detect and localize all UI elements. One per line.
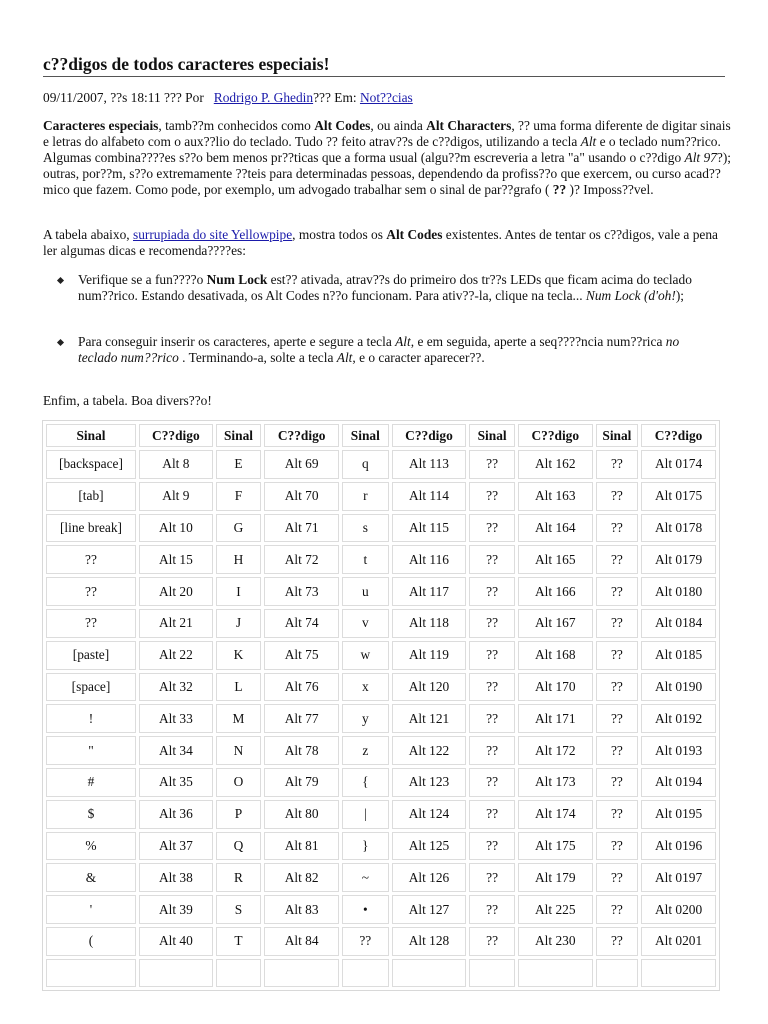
code-cell: Alt 0184 xyxy=(641,609,716,638)
code-cell: Alt 124 xyxy=(392,800,467,829)
tip1-text-2: est?? ativada, atrav??s do primeiro dos tr??s LEDs que ficam acima do teclado num??rico. Estando desativada, os Alt Codes n??o funcionam. Para ativ??-la, clique na tecla... xyxy=(78,272,692,304)
source-text-2: , mostra todos os xyxy=(292,227,387,242)
code-cell: Alt 0179 xyxy=(641,545,716,574)
code-cell: Alt 0201 xyxy=(641,927,716,956)
sign-cell: y xyxy=(342,704,389,733)
sign-cell: s xyxy=(342,514,389,543)
sign-cell: ?? xyxy=(469,673,514,702)
source-text-1: A tabela abaixo, xyxy=(43,227,133,242)
tip2-text-1: Para conseguir inserir os caracteres, aperte e segure a tecla xyxy=(78,334,396,349)
code-cell: Alt 0195 xyxy=(641,800,716,829)
code-cell: Alt 167 xyxy=(518,609,593,638)
sign-cell: ?? xyxy=(596,832,638,861)
code-cell: Alt 121 xyxy=(392,704,467,733)
tip1-italic: Num Lock (d'oh! xyxy=(585,288,676,304)
tip2-italic-1: Alt xyxy=(395,334,411,349)
code-cell: Alt 0190 xyxy=(641,673,716,702)
sign-cell: w xyxy=(342,641,389,670)
code-cell: Alt 81 xyxy=(264,832,339,861)
code-cell: Alt 115 xyxy=(392,514,467,543)
code-cell: Alt 38 xyxy=(139,863,213,892)
code-cell: Alt 39 xyxy=(139,895,213,924)
tip2-italic-2: no teclado num??rico xyxy=(78,334,680,366)
code-cell: Alt 114 xyxy=(392,482,467,511)
sign-cell: [backspace] xyxy=(46,450,136,479)
sign-cell: " xyxy=(46,736,136,765)
code-cell: Alt 0200 xyxy=(641,895,716,924)
tip2-italic-3: Alt xyxy=(336,350,353,366)
sign-cell: r xyxy=(342,482,389,511)
code-cell: Alt 171 xyxy=(518,704,593,733)
sign-cell: R xyxy=(216,863,261,892)
empty-cell xyxy=(342,959,389,987)
sign-cell: ?? xyxy=(596,800,638,829)
sign-cell: E xyxy=(216,450,261,479)
tip1-text-3: ); xyxy=(675,288,684,304)
table-row xyxy=(46,609,716,638)
empty-cell xyxy=(596,959,638,987)
column-header: Sinal xyxy=(46,424,136,447)
sign-cell: & xyxy=(46,863,136,892)
tip-alt-key xyxy=(62,334,717,366)
code-cell: Alt 34 xyxy=(139,736,213,765)
table-row xyxy=(46,768,716,797)
sign-cell: ?? xyxy=(596,895,638,924)
sign-cell: ?? xyxy=(46,577,136,606)
sign-cell: ?? xyxy=(342,927,389,956)
code-cell: Alt 0178 xyxy=(641,514,716,543)
table-row xyxy=(46,832,716,861)
sign-cell: N xyxy=(216,736,261,765)
code-cell: Alt 35 xyxy=(139,768,213,797)
code-cell: Alt 69 xyxy=(264,450,339,479)
code-cell: Alt 22 xyxy=(139,641,213,670)
sign-cell: ?? xyxy=(596,736,638,765)
code-cell: Alt 20 xyxy=(139,577,213,606)
table-row xyxy=(46,673,716,702)
sign-cell: { xyxy=(342,768,389,797)
post-date: 09/11/2007, ??s 18:11 ??? Por xyxy=(43,90,204,105)
yellowpipe-link[interactable]: surrupiada do site Yellowpipe xyxy=(132,227,293,242)
code-cell: Alt 165 xyxy=(518,545,593,574)
code-cell: Alt 37 xyxy=(139,832,213,861)
sign-cell: [space] xyxy=(46,673,136,702)
sign-cell: ?? xyxy=(469,450,514,479)
sign-cell: ?? xyxy=(596,450,638,479)
column-header: C??digo xyxy=(641,424,716,447)
column-header: C??digo xyxy=(518,424,593,447)
code-cell: Alt 0196 xyxy=(641,832,716,861)
code-cell: Alt 73 xyxy=(264,577,339,606)
sign-cell: [line break] xyxy=(46,514,136,543)
code-cell: Alt 123 xyxy=(392,768,467,797)
sign-cell: ?? xyxy=(469,768,514,797)
code-cell: Alt 125 xyxy=(392,832,467,861)
table-row xyxy=(46,514,716,543)
empty-cell xyxy=(641,959,716,987)
sign-cell: ?? xyxy=(469,577,514,606)
column-header: C??digo xyxy=(392,424,467,447)
table-header-row xyxy=(46,424,716,447)
code-cell: Alt 164 xyxy=(518,514,593,543)
sign-cell: ! xyxy=(46,704,136,733)
code-cell: Alt 113 xyxy=(392,450,467,479)
code-cell: Alt 0197 xyxy=(641,863,716,892)
code-cell: Alt 71 xyxy=(264,514,339,543)
source-text-3: existentes. Antes de tentar os c??digos, vale a pena ler algumas dicas e recomenda????es: xyxy=(43,227,718,259)
sign-cell: z xyxy=(342,736,389,765)
sign-cell: ?? xyxy=(596,673,638,702)
sign-cell: I xyxy=(216,577,261,606)
sign-cell: ?? xyxy=(469,927,514,956)
code-cell: Alt 80 xyxy=(264,800,339,829)
code-cell: Alt 117 xyxy=(392,577,467,606)
code-cell: Alt 15 xyxy=(139,545,213,574)
table-row xyxy=(46,800,716,829)
post-meta xyxy=(43,90,413,106)
sign-cell: P xyxy=(216,800,261,829)
sign-cell: ?? xyxy=(46,545,136,574)
intro-bold-1: Caracteres especiais xyxy=(43,118,159,133)
code-cell: Alt 78 xyxy=(264,736,339,765)
sign-cell: ?? xyxy=(469,545,514,574)
column-header: Sinal xyxy=(342,424,389,447)
sign-cell: ?? xyxy=(469,641,514,670)
intro-text-5: ?); outras, por??m, s??o extremamente ??teis para determinadas pessoas, dependendo da profiss??o que exercem, ou curso acad??mico que fazem. Como pode, por exemplo, um advogado trabalhar sem o sinal de par??grafo ( xyxy=(43,150,731,198)
column-header: Sinal xyxy=(216,424,261,447)
sign-cell: K xyxy=(216,641,261,670)
sign-cell: L xyxy=(216,673,261,702)
table-row xyxy=(46,863,716,892)
sign-cell: ?? xyxy=(596,704,638,733)
sign-cell: ' xyxy=(46,895,136,924)
table-row xyxy=(46,450,716,479)
code-cell: Alt 170 xyxy=(518,673,593,702)
source-bold: Alt Codes xyxy=(386,227,443,242)
code-cell: Alt 76 xyxy=(264,673,339,702)
code-cell: Alt 82 xyxy=(264,863,339,892)
empty-cell xyxy=(469,959,514,987)
code-cell: Alt 36 xyxy=(139,800,213,829)
tip-numlock xyxy=(62,272,717,304)
empty-cell xyxy=(46,959,136,987)
code-cell: Alt 119 xyxy=(392,641,467,670)
tip2-text-4: , e o caracter aparecer??. xyxy=(352,350,485,366)
alt-codes-table xyxy=(42,420,720,991)
sign-cell: ~ xyxy=(342,863,389,892)
table-intro: Enfim, a tabela. Boa divers??o! xyxy=(43,393,212,408)
code-cell: Alt 225 xyxy=(518,895,593,924)
code-cell: Alt 166 xyxy=(518,577,593,606)
table-row xyxy=(46,482,716,511)
table-row xyxy=(46,545,716,574)
code-cell: Alt 116 xyxy=(392,545,467,574)
source-paragraph xyxy=(43,227,733,259)
sign-cell: ?? xyxy=(596,768,638,797)
code-cell: Alt 175 xyxy=(518,832,593,861)
sign-cell: ?? xyxy=(469,895,514,924)
code-cell: Alt 173 xyxy=(518,768,593,797)
code-cell: Alt 163 xyxy=(518,482,593,511)
tip1-text-1: Verifique se a fun????o xyxy=(78,272,207,287)
code-cell: Alt 84 xyxy=(264,927,339,956)
sign-cell: t xyxy=(342,545,389,574)
code-cell: Alt 162 xyxy=(518,450,593,479)
code-cell: Alt 75 xyxy=(264,641,339,670)
code-cell: Alt 172 xyxy=(518,736,593,765)
code-cell: Alt 174 xyxy=(518,800,593,829)
column-header: C??digo xyxy=(139,424,213,447)
sign-cell: ?? xyxy=(469,863,514,892)
code-cell: Alt 230 xyxy=(518,927,593,956)
sign-cell: ?? xyxy=(596,514,638,543)
code-cell: Alt 0174 xyxy=(641,450,716,479)
code-cell: Alt 8 xyxy=(139,450,213,479)
table-row xyxy=(46,641,716,670)
empty-cell xyxy=(216,959,261,987)
code-cell: Alt 40 xyxy=(139,927,213,956)
tip2-text-2: , e em seguida, aperte a seq????ncia num??rica xyxy=(410,334,666,349)
code-cell: Alt 21 xyxy=(139,609,213,638)
sign-cell: ?? xyxy=(469,514,514,543)
author-link[interactable]: Rodrigo P. Ghedin xyxy=(213,90,314,105)
code-cell: Alt 72 xyxy=(264,545,339,574)
sign-cell: S xyxy=(216,895,261,924)
intro-bold-3: Alt Characters xyxy=(426,118,512,133)
intro-bold-2: Alt Codes xyxy=(314,118,371,133)
sign-cell: Q xyxy=(216,832,261,861)
code-cell: Alt 70 xyxy=(264,482,339,511)
sign-cell: } xyxy=(342,832,389,861)
sign-cell: • xyxy=(342,895,389,924)
sign-cell: M xyxy=(216,704,261,733)
code-cell: Alt 74 xyxy=(264,609,339,638)
code-cell: Alt 0180 xyxy=(641,577,716,606)
sign-cell: ?? xyxy=(469,482,514,511)
sign-cell: ?? xyxy=(596,863,638,892)
table-row-partial xyxy=(46,959,716,987)
empty-cell xyxy=(518,959,593,987)
sign-cell: ?? xyxy=(469,704,514,733)
sign-cell: u xyxy=(342,577,389,606)
table-row xyxy=(46,895,716,924)
code-cell: Alt 168 xyxy=(518,641,593,670)
code-cell: Alt 0193 xyxy=(641,736,716,765)
intro-bold-4: ?? xyxy=(552,182,567,198)
sign-cell: # xyxy=(46,768,136,797)
intro-text-2: , ou ainda xyxy=(370,118,427,133)
code-cell: Alt 33 xyxy=(139,704,213,733)
sign-cell: ?? xyxy=(596,641,638,670)
code-cell: Alt 120 xyxy=(392,673,467,702)
category-link[interactable]: Not??cias xyxy=(359,90,413,105)
sign-cell: q xyxy=(342,450,389,479)
sign-cell: ?? xyxy=(469,609,514,638)
code-cell: Alt 10 xyxy=(139,514,213,543)
code-cell: Alt 126 xyxy=(392,863,467,892)
intro-text-6: )? Imposs??vel. xyxy=(566,182,654,198)
code-cell: Alt 0175 xyxy=(641,482,716,511)
sign-cell: x xyxy=(342,673,389,702)
sign-cell: ?? xyxy=(469,832,514,861)
code-cell: Alt 179 xyxy=(518,863,593,892)
code-cell: Alt 79 xyxy=(264,768,339,797)
sign-cell: G xyxy=(216,514,261,543)
sign-cell: % xyxy=(46,832,136,861)
sign-cell: ( xyxy=(46,927,136,956)
post-title: c??digos de todos caracteres especiais! xyxy=(43,54,725,77)
empty-cell xyxy=(264,959,339,987)
intro-italic-1: Alt xyxy=(580,134,597,150)
sign-cell: v xyxy=(342,609,389,638)
code-cell: Alt 128 xyxy=(392,927,467,956)
code-cell: Alt 9 xyxy=(139,482,213,511)
code-cell: Alt 127 xyxy=(392,895,467,924)
sign-cell: T xyxy=(216,927,261,956)
tip1-bold: Num Lock xyxy=(206,272,268,287)
code-cell: Alt 77 xyxy=(264,704,339,733)
sign-cell: ?? xyxy=(596,577,638,606)
table-row xyxy=(46,577,716,606)
sign-cell: J xyxy=(216,609,261,638)
column-header: Sinal xyxy=(596,424,638,447)
empty-cell xyxy=(392,959,467,987)
table-row xyxy=(46,736,716,765)
empty-cell xyxy=(139,959,213,987)
sign-cell: O xyxy=(216,768,261,797)
intro-text-4: e o teclado num??rico. Algumas combina????es s??o bem menos pr??ticas que a forma usual (algu??m escreveria a letra "a" usando o c??digo xyxy=(43,134,721,166)
intro-italic-2: Alt 97 xyxy=(684,150,717,166)
table-row xyxy=(46,704,716,733)
intro-paragraph xyxy=(43,118,733,198)
sign-cell: F xyxy=(216,482,261,511)
code-cell: Alt 32 xyxy=(139,673,213,702)
sign-cell: ?? xyxy=(469,800,514,829)
code-cell: Alt 118 xyxy=(392,609,467,638)
sign-cell: ?? xyxy=(596,609,638,638)
intro-text-3: , ?? uma forma diferente de digitar sinais e letras do alfabeto com o aux??lio do teclado. Tudo ?? feito atrav??s de c??digos, utilizando a tecla xyxy=(43,118,731,150)
column-header: C??digo xyxy=(264,424,339,447)
sign-cell: ?? xyxy=(596,482,638,511)
code-cell: Alt 0192 xyxy=(641,704,716,733)
code-cell: Alt 0194 xyxy=(641,768,716,797)
sign-cell: [paste] xyxy=(46,641,136,670)
sign-cell: | xyxy=(342,800,389,829)
sign-cell: ?? xyxy=(596,545,638,574)
column-header: Sinal xyxy=(469,424,514,447)
sign-cell: ?? xyxy=(596,927,638,956)
category-label: ??? Em: xyxy=(313,90,357,105)
tip2-text-3: . Terminando-a, solte a tecla xyxy=(178,350,337,366)
sign-cell: ?? xyxy=(46,609,136,638)
sign-cell: ?? xyxy=(469,736,514,765)
code-cell: Alt 83 xyxy=(264,895,339,924)
sign-cell: $ xyxy=(46,800,136,829)
sign-cell: H xyxy=(216,545,261,574)
table-row xyxy=(46,927,716,956)
sign-cell: [tab] xyxy=(46,482,136,511)
intro-text-1: , tamb??m conhecidos como xyxy=(158,118,315,133)
code-cell: Alt 0185 xyxy=(641,641,716,670)
code-cell: Alt 122 xyxy=(392,736,467,765)
